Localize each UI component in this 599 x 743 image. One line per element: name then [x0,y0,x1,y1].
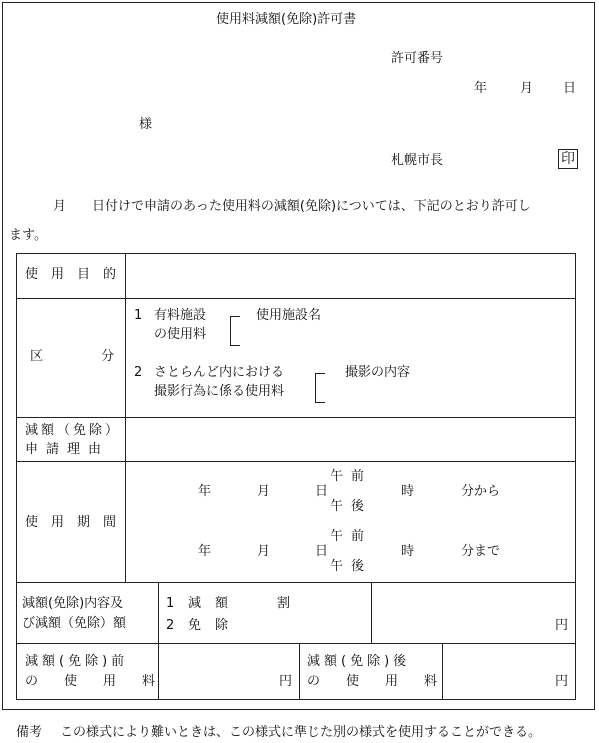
content-row1-unit: 割 [277,596,291,611]
seal-mark: 印 [558,149,578,169]
category-2-number: 2 [134,365,143,380]
date-year: 年 [474,81,488,96]
form-title: 使用料減額(免除)許可書 [216,12,357,27]
content-row1-number: 1 [166,596,175,611]
period-label: 使用期間 [25,515,130,530]
category-2-line1: さとらんど内における [154,365,285,380]
reason-label-2: 申請理由 [25,442,110,457]
period-end-year: 年 [198,544,212,559]
period-start-year: 年 [198,484,212,499]
period-end-month: 月 [257,544,271,559]
content-row2-number: 2 [166,618,175,633]
row-divider [16,417,576,418]
col-divider [299,643,300,700]
category-1-bracket [230,316,240,346]
note-text: この様式により難いときは、この様式に準じた別の様式を使用することができる。 [60,725,542,740]
category-1-line1: 有料施設 [154,308,207,323]
content-label-1: 減額(免除)内容及 [22,596,124,611]
row-divider [16,582,576,583]
content-row1-label: 減額 [188,596,243,611]
col-divider [442,643,443,700]
category-1-number: 1 [134,308,143,323]
col-divider [371,582,372,643]
period-end-pm: 午後 [330,559,373,574]
period-start-minute: 分から [461,484,501,499]
issuer-name: 札幌市長 [391,153,444,168]
purpose-label: 使用目的 [25,267,130,282]
body-text-line2: ます。 [9,228,47,243]
category-2-line2: 撮影行為に係る使用料 [154,384,285,399]
permit-number-label: 許可番号 [391,51,444,66]
period-end-hour: 時 [401,544,415,559]
period-start-month: 月 [257,484,271,499]
content-yen: 円 [555,618,569,633]
category-label-1: 区 [30,349,44,364]
period-end-minute: 分まで [461,544,501,559]
col-divider [125,253,126,582]
period-start-am: 午前 [330,469,373,484]
reason-label-1: 減額（免除） [25,423,122,438]
before-label-2: の使用料 [25,674,182,689]
content-row2-label: 免除 [188,618,243,633]
before-yen: 円 [279,674,293,689]
after-label-2: の使用料 [307,674,464,689]
note-label: 備考 [16,725,43,740]
period-end-day: 日 [315,544,329,559]
after-label-1: 減額(免除)後 [307,654,411,669]
filming-content-label: 撮影の内容 [345,365,411,380]
after-yen: 円 [555,674,569,689]
date-day: 日 [563,81,577,96]
period-start-pm: 午後 [330,499,373,514]
category-1-line2: の使用料 [154,327,207,342]
category-2-bracket [315,373,325,403]
row-divider [16,298,576,299]
addressee-label: 様 [139,117,153,132]
period-start-hour: 時 [401,484,415,499]
row-divider [16,461,576,462]
body-text-line1: 月 日付けで申請のあった使用料の減額(免除)については、下記のとおり許可し [53,199,531,214]
facility-name-label: 使用施設名 [256,308,322,323]
date-month: 月 [520,81,534,96]
period-start-day: 日 [315,484,329,499]
period-end-am: 午前 [330,529,373,544]
row-divider [16,643,576,644]
before-label-1: 減額(免除)前 [25,654,129,669]
content-label-2: び減額（免除）額 [22,616,127,631]
category-label-2: 分 [101,349,115,364]
